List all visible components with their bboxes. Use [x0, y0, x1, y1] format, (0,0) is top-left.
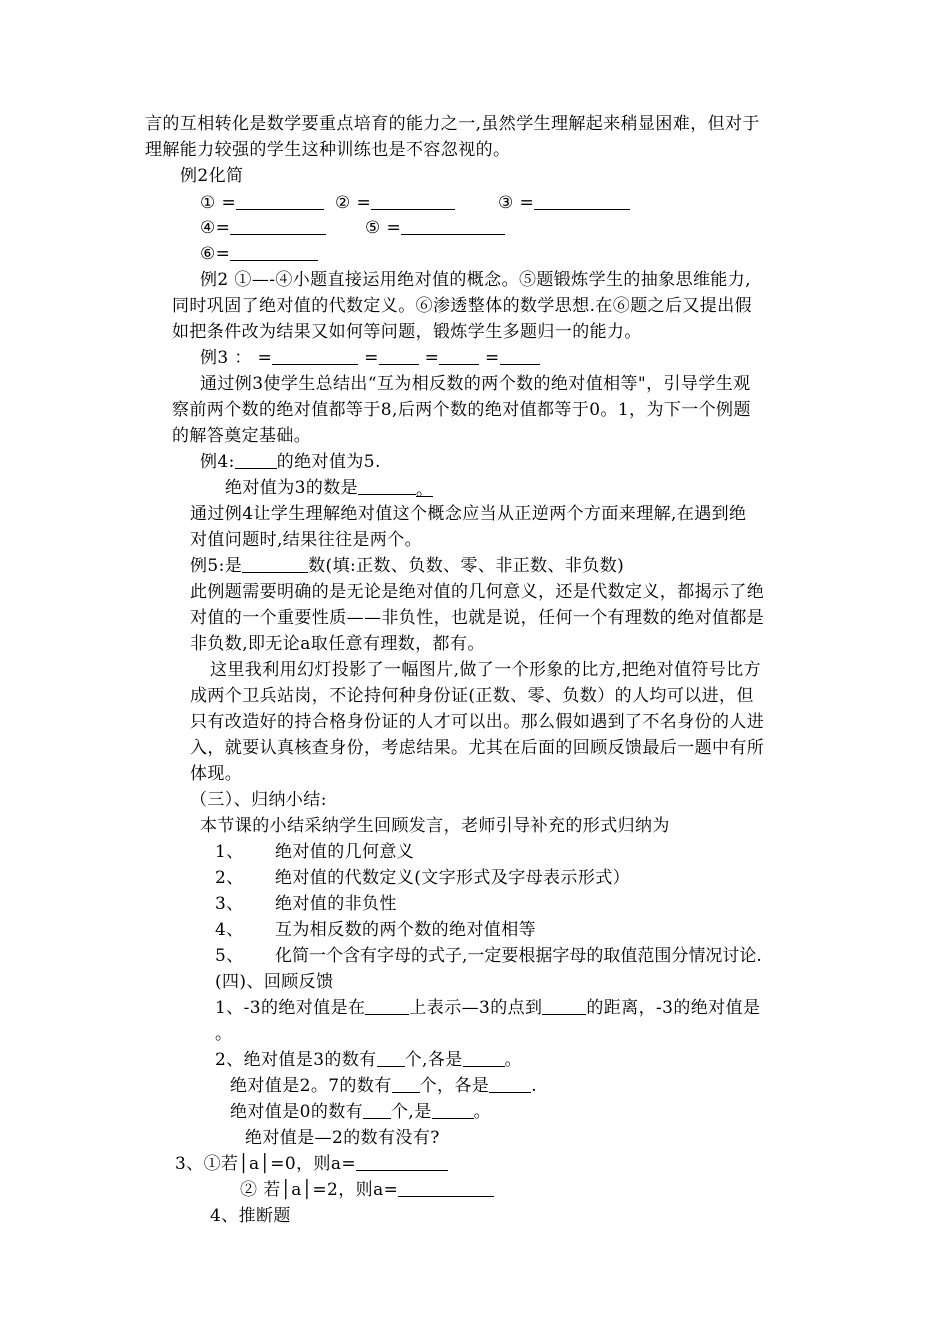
list-item: 绝对值的非负性 — [275, 894, 397, 914]
list-item: 1、 — [215, 842, 244, 862]
answer-blank[interactable] — [439, 347, 479, 365]
answer-blank[interactable] — [242, 555, 308, 573]
list-item: 4、 — [215, 920, 244, 940]
question: 1、-3的绝对值是在 上表示—3的点到 的距离，-3的绝对值是 — [215, 998, 761, 1018]
text-line: 如把条件改为结果又如何等问题，锻炼学生多题归一的能力。 — [172, 322, 642, 342]
text-line: 体现。 — [190, 764, 243, 784]
example-heading: 例4: 的绝对值为5. — [200, 452, 381, 472]
text-line: 这里我利用幻灯投影了一幅图片,做了一个形象的比方,把绝对值符号比方 — [210, 660, 762, 680]
answer-blank[interactable] — [235, 451, 277, 469]
text-line: 只有改造好的持合格身份证的人才可以出。那么假如遇到了不名身份的人进 — [190, 712, 765, 732]
text-line: 察前两个数的绝对值都等于8,后两个数的绝对值都等于0。1，为下一个例题 — [172, 400, 751, 420]
exercise-item: ④= — [200, 217, 326, 239]
answer-blank[interactable] — [534, 192, 630, 210]
answer-blank[interactable] — [489, 1075, 531, 1093]
answer-blank[interactable] — [463, 1049, 505, 1067]
question: 绝对值是0的数有 个,是 。 — [230, 1102, 492, 1122]
text-line: 对值问题时,结果往往是两个。 — [190, 530, 423, 550]
question: 4、推断题 — [210, 1206, 291, 1226]
section-heading: （三）、归纳小结: — [190, 790, 327, 810]
list-item: 2、 — [215, 868, 244, 888]
exercise-item: ③ = — [498, 192, 630, 214]
exercise-item: ② = — [335, 192, 455, 214]
answer-blank[interactable] — [363, 1101, 391, 1119]
text-line: 本节课的小结采纳学生回顾发言，老师引导补充的形式归纳为 — [200, 816, 670, 836]
answer-blank[interactable] — [358, 477, 416, 495]
text-line: 绝对值为3的数是 。 — [225, 478, 434, 500]
exercise-item: ① = — [200, 192, 324, 214]
answer-blank[interactable] — [371, 192, 455, 210]
question: 2、绝对值是3的数有 个,各是 。 — [215, 1050, 523, 1070]
question: 绝对值是2。7的数有 个，各是 . — [230, 1076, 538, 1096]
text-line: 非负数,即无论a取任意有理数，都有。 — [190, 634, 485, 654]
example-heading: 例5:是 数(填:正数、负数、零、非正数、非负数) — [190, 556, 625, 576]
text-line: 例2 ①—-④小题直接运用绝对值的概念。⑤题锻炼学生的抽象思维能力, — [200, 270, 751, 290]
section-heading: (四)、回顾反馈 — [215, 972, 334, 992]
answer-blank[interactable] — [379, 347, 419, 365]
question: ② 若│a│=2，则a= — [240, 1179, 494, 1201]
answer-blank[interactable] — [401, 217, 505, 235]
answer-blank[interactable] — [356, 1153, 448, 1171]
text-line: 通过例3使学生总结出“互为相反数的两个数的绝对值相等"，引导学生观 — [200, 374, 751, 394]
list-item: 绝对值的代数定义(文字形式及字母表示形式） — [275, 868, 631, 888]
exercise-item: ⑤ = — [365, 217, 505, 239]
list-item: 互为相反数的两个数的绝对值相等 — [275, 920, 536, 940]
text-line: 理解能力较强的学生这种训练也是不容忽视的。 — [145, 140, 511, 160]
text-line: 成两个卫兵站岗，不论持何种身份证(正数、零、负数）的人均可以进，但 — [190, 686, 754, 706]
question: 。 — [215, 1024, 233, 1044]
answer-blank[interactable] — [398, 1179, 494, 1197]
question: 绝对值是—2的数有没有? — [245, 1128, 440, 1148]
example-heading: 例3 ： = = = = — [200, 347, 540, 369]
list-item: 5、 — [215, 946, 244, 966]
answer-blank[interactable] — [272, 347, 358, 365]
list-item: 3、 — [215, 894, 244, 914]
text-line: 对值的一个重要性质——非负性，也就是说，任何一个有理数的绝对值都是 — [190, 608, 765, 628]
answer-blank[interactable] — [377, 1049, 405, 1067]
answer-blank[interactable] — [500, 347, 540, 365]
text-line: 此例题需要明确的是无论是绝对值的几何意义，还是代数定义，都揭示了绝 — [190, 582, 765, 602]
answer-blank[interactable] — [230, 217, 326, 235]
answer-blank[interactable] — [542, 997, 586, 1015]
answer-blank[interactable] — [432, 1101, 474, 1119]
list-item: 绝对值的几何意义 — [275, 842, 415, 862]
text-line: 入，就要认真核查身份，考虑结果。尤其在后面的回顾反馈最后一题中有所 — [190, 738, 765, 758]
exercise-item: ⑥= — [200, 243, 318, 265]
answer-blank[interactable] — [230, 243, 318, 261]
text-line: 通过例4让学生理解绝对值这个概念应当从正逆两个方面来理解,在遇到绝 — [190, 504, 747, 524]
answer-blank[interactable] — [236, 192, 324, 210]
answer-blank[interactable] — [392, 1075, 420, 1093]
list-item: 化简一个含有字母的式子,一定要根据字母的取值范围分情况讨论. — [275, 946, 762, 966]
text-line: 同时巩固了绝对值的代数定义。⑥渗透整体的数学思想.在⑥题之后又提出假 — [172, 296, 753, 316]
question: 3、①若│a│=0，则a= — [175, 1153, 448, 1175]
example-heading: 例2化简 — [180, 166, 244, 186]
answer-blank[interactable] — [365, 997, 409, 1015]
text-line: 言的互相转化是数学要重点培育的能力之一,虽然学生理解起来稍显困难，但对于 — [145, 114, 760, 134]
text-line: 的解答奠定基础。 — [172, 426, 312, 446]
